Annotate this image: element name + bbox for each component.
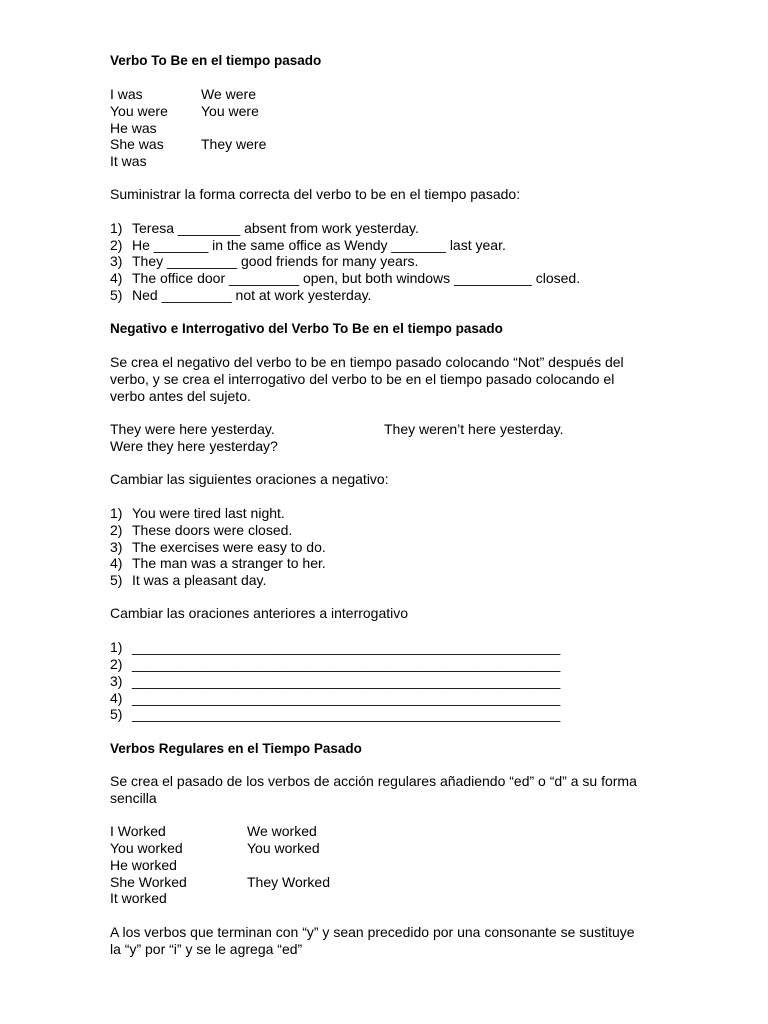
paragraph-line: verbo antes del sujeto. <box>110 388 251 404</box>
instruction-text: Suministrar la forma correcta del verbo to be en el tiempo pasado: <box>110 186 521 202</box>
paragraph-line: Se crea el pasado de los verbos de acción regulares añadiendo “ed” o “d” a su forma <box>110 773 637 789</box>
conj-left: He was <box>110 120 157 136</box>
item-number: 2) <box>110 522 123 538</box>
item-number: 4) <box>110 690 123 706</box>
item-number: 3) <box>110 673 123 689</box>
answer-blank: _______________________________________________________ <box>132 639 561 655</box>
answer-blank: _______________________________________________________ <box>132 656 561 672</box>
item-number: 1) <box>110 220 123 236</box>
conj-left: She Worked <box>110 874 187 890</box>
conj-left: You worked <box>110 840 183 856</box>
conj-right: You worked <box>247 840 320 856</box>
section-heading: Negativo e Interrogativo del Verbo To Be en el tiempo pasado <box>110 321 503 336</box>
answer-blank: _______________________________________________________ <box>132 673 561 689</box>
exercise-item: He _______ in the same office as Wendy _______ last year. <box>132 237 506 253</box>
conj-left: You were <box>110 103 168 119</box>
conj-right: We were <box>201 86 256 102</box>
exercise-item: They _________ good friends for many years. <box>132 253 419 269</box>
exercise-item: These doors were closed. <box>132 522 293 538</box>
item-number: 4) <box>110 555 123 571</box>
item-number: 4) <box>110 270 123 286</box>
exercise-item: You were tired last night. <box>132 505 285 521</box>
conj-left: She was <box>110 136 164 152</box>
section-heading: Verbos Regulares en el Tiempo Pasado <box>110 741 362 756</box>
instruction-text: Cambiar las siguientes oraciones a negativo: <box>110 471 389 487</box>
conj-left: It was <box>110 153 147 169</box>
exercise-item: It was a pleasant day. <box>132 572 267 588</box>
section-heading: Verbo To Be en el tiempo pasado <box>110 53 322 68</box>
exercise-item: Ned _________ not at work yesterday. <box>132 287 372 303</box>
example-question: Were they here yesterday? <box>110 438 278 454</box>
conj-right: We worked <box>247 823 317 839</box>
instruction-text: Cambiar las oraciones anteriores a interrogativo <box>110 605 409 621</box>
item-number: 3) <box>110 253 123 269</box>
item-number: 5) <box>110 572 123 588</box>
paragraph-line: Se crea el negativo del verbo to be en tiempo pasado colocando “Not” después del <box>110 354 624 370</box>
conj-right: They were <box>201 136 267 152</box>
paragraph-line: A los verbos que terminan con “y” y sean precedido por una consonante se sustituye <box>110 924 635 940</box>
conj-right: You were <box>201 103 259 119</box>
item-number: 5) <box>110 287 123 303</box>
exercise-item: The office door _________ open, but both windows __________ closed. <box>132 270 581 286</box>
paragraph-line: la “y” por “i” y se le agrega “ed” <box>110 941 303 957</box>
conj-left: It worked <box>110 890 167 906</box>
exercise-item: The exercises were easy to do. <box>132 539 326 555</box>
paragraph-line: sencilla <box>110 790 157 806</box>
item-number: 2) <box>110 656 123 672</box>
conj-right: They Worked <box>247 874 330 890</box>
example-negative: They weren’t here yesterday. <box>384 421 564 437</box>
item-number: 2) <box>110 237 123 253</box>
conj-left: I Worked <box>110 823 166 839</box>
answer-blank: _______________________________________________________ <box>132 690 561 706</box>
example-affirmative: They were here yesterday. <box>110 421 275 437</box>
exercise-item: The man was a stranger to her. <box>132 555 326 571</box>
conj-left: I was <box>110 86 143 102</box>
conj-left: He worked <box>110 857 177 873</box>
item-number: 3) <box>110 539 123 555</box>
item-number: 1) <box>110 639 123 655</box>
item-number: 1) <box>110 505 123 521</box>
item-number: 5) <box>110 706 123 722</box>
answer-blank: _______________________________________________________ <box>132 706 561 722</box>
paragraph-line: verbo, y se crea el interrogativo del verbo to be en el tiempo pasado colocando el <box>110 371 615 387</box>
exercise-item: Teresa ________ absent from work yesterday. <box>132 220 419 236</box>
